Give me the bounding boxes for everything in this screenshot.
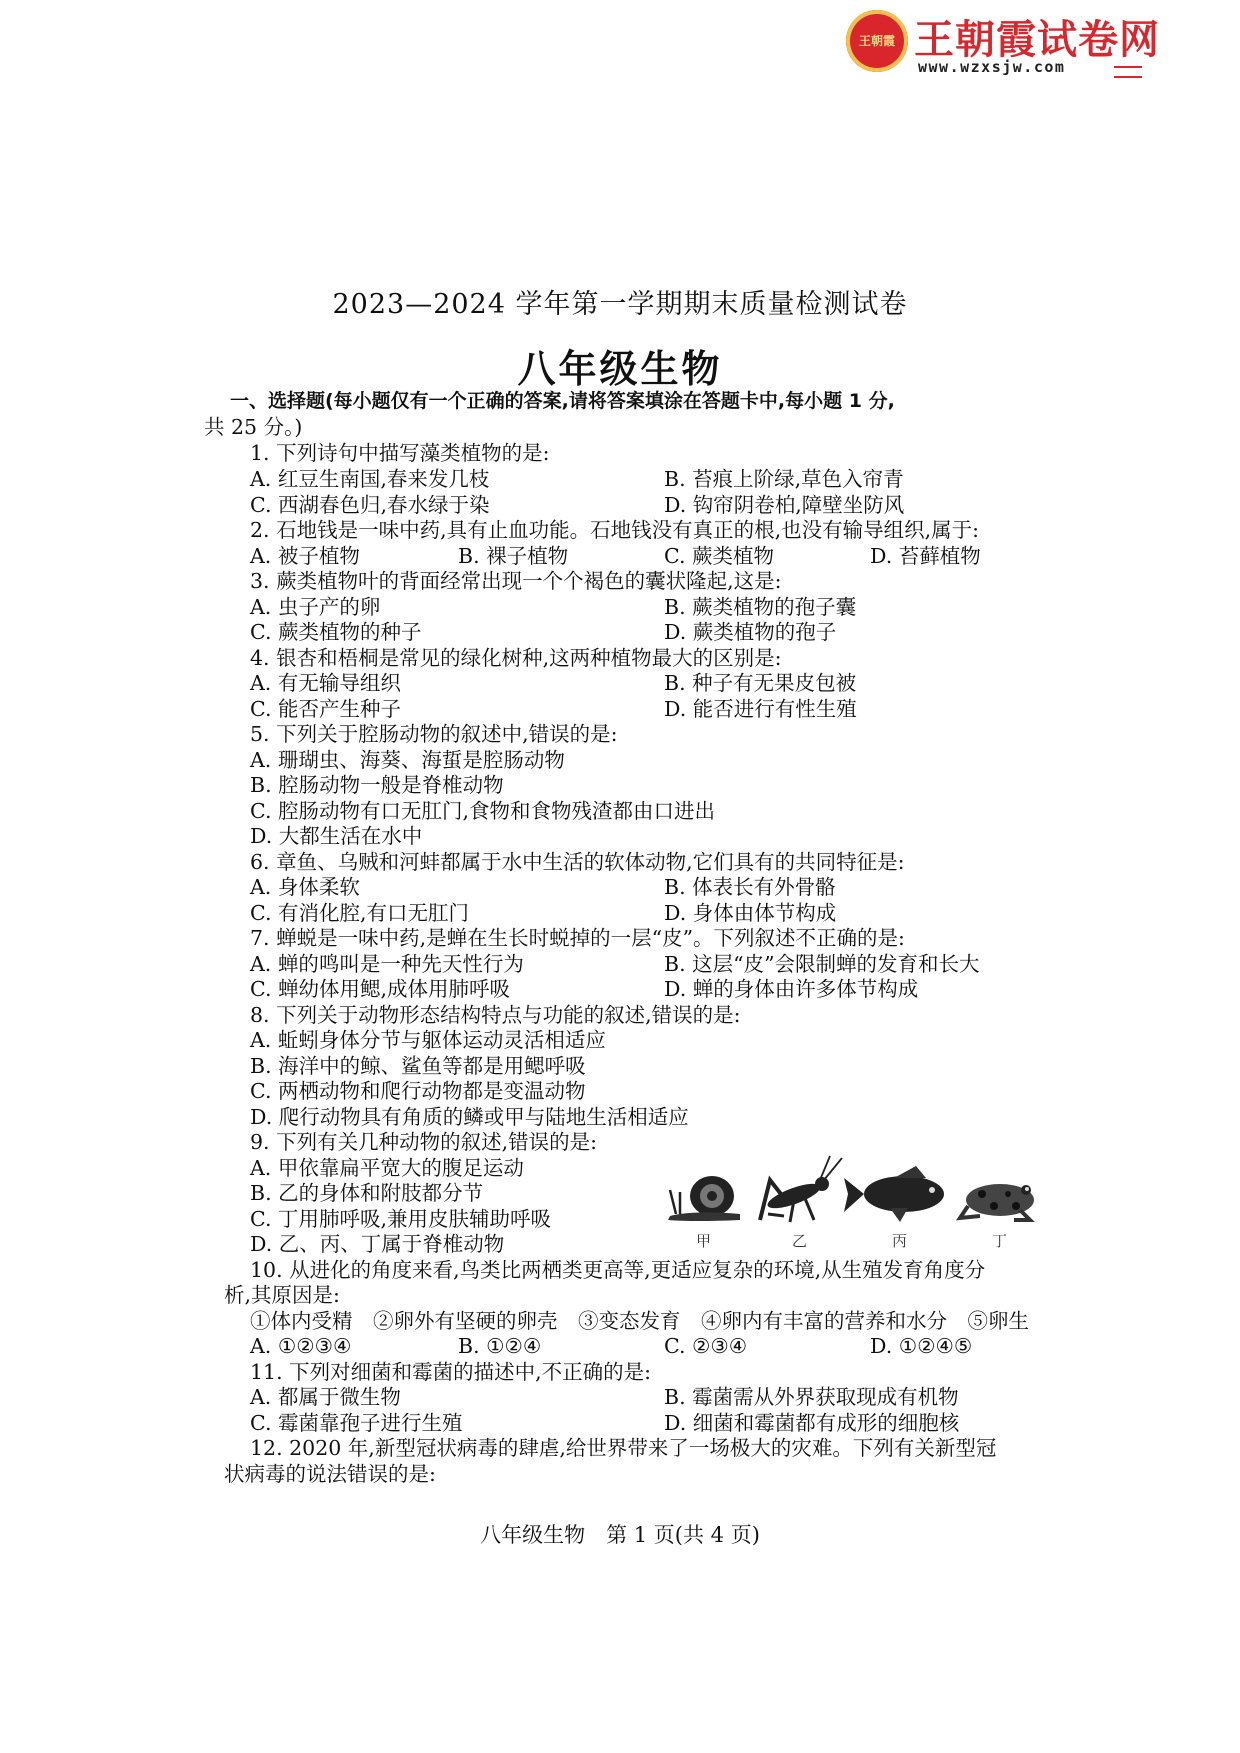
q3-option-b: B. 蕨类植物的孢子囊	[664, 595, 857, 619]
q6-option-c: C. 有消化腔,有口无肛门	[250, 901, 470, 925]
q10-option-d: D. ①②④⑤	[870, 1334, 973, 1358]
fish-icon	[844, 1166, 944, 1222]
animal-figure	[664, 1150, 1044, 1250]
q10-stem-cont: 析,其原因是:	[224, 1283, 340, 1307]
figure-label-ding: 丁	[992, 1232, 1008, 1250]
figure-label-yi: 乙	[792, 1232, 808, 1250]
q3-stem: 3. 蕨类植物叶的背面经常出现一个个褐色的囊状隆起,这是:	[250, 569, 782, 593]
q3-option-d: D. 蕨类植物的孢子	[664, 620, 837, 644]
q6-option-b: B. 体表长有外骨骼	[664, 875, 836, 899]
q1-option-c: C. 西湖春色归,春水绿于染	[250, 493, 490, 517]
q2-option-a: A. 被子植物	[250, 544, 360, 568]
q2-stem: 2. 石地钱是一味中药,具有止血功能。石地钱没有真正的根,也没有输导组织,属于:	[250, 518, 980, 542]
q5-option-d: D. 大都生活在水中	[250, 824, 423, 848]
q8-option-b: B. 海洋中的鲸、鲨鱼等都是用鳃呼吸	[250, 1054, 586, 1078]
section-heading: 一、选择题(每小题仅有一个正确的答案,请将答案填涂在答题卡中,每小题 1 分,	[230, 390, 895, 412]
seal-icon: 王朝霞	[846, 10, 908, 72]
q1-option-a: A. 红豆生南国,春来发几枝	[250, 467, 490, 491]
q9-option-a: A. 甲依靠扁平宽大的腹足运动	[250, 1156, 524, 1180]
q10-stem: 10. 从进化的角度来看,鸟类比两栖类更高等,更适应复杂的环境,从生殖发育角度分	[250, 1258, 986, 1282]
q5-option-c: C. 腔肠动物有口无肛门,食物和食物残渣都由口进出	[250, 799, 716, 823]
q10-option-b: B. ①②④	[458, 1334, 542, 1358]
q3-option-c: C. 蕨类植物的种子	[250, 620, 422, 644]
q12-stem-cont: 状病毒的说法错误的是:	[224, 1462, 436, 1486]
q11-option-c: C. 霉菌靠孢子进行生殖	[250, 1411, 463, 1435]
q10-option-c: C. ②③④	[664, 1334, 748, 1358]
q1-stem: 1. 下列诗句中描写藻类植物的是:	[250, 441, 550, 465]
frog-icon	[960, 1184, 1034, 1220]
q9-option-c: C. 丁用肺呼吸,兼用皮肤辅助呼吸	[250, 1207, 552, 1231]
figure-label-jia: 甲	[696, 1232, 712, 1250]
site-url: www.wzxsjw.com	[918, 58, 1066, 76]
q9-option-d: D. 乙、丙、丁属于脊椎动物	[250, 1232, 505, 1256]
page-footer: 八年级生物 第 1 页(共 4 页)	[480, 1523, 760, 1547]
q4-option-d: D. 能否进行有性生殖	[664, 697, 857, 721]
q6-option-a: A. 身体柔软	[250, 875, 360, 899]
q10-items: ①体内受精 ②卵外有坚硬的卵壳 ③变态发育 ④卵内有丰富的营养和水分 ⑤卵生	[250, 1309, 1029, 1333]
q10-option-a: A. ①②③④	[250, 1334, 352, 1358]
q7-option-a: A. 蝉的鸣叫是一种先天性行为	[250, 952, 524, 976]
q8-option-d: D. 爬行动物具有角质的鳞或甲与陆地生活相适应	[250, 1105, 689, 1129]
watermark-logo	[846, 10, 1160, 76]
q4-option-a: A. 有无输导组织	[250, 671, 401, 695]
grasshopper-icon	[760, 1156, 842, 1222]
q5-stem: 5. 下列关于腔肠动物的叙述中,错误的是:	[250, 722, 618, 746]
q8-stem: 8. 下列关于动物形态结构特点与功能的叙述,错误的是:	[250, 1003, 741, 1027]
q7-option-d: D. 蝉的身体由许多体节构成	[664, 977, 919, 1001]
q2-option-b: B. 裸子植物	[458, 544, 569, 568]
site-name: 王朝霞试卷网	[914, 17, 1160, 63]
subject-title: 八年级生物	[517, 347, 723, 391]
q8-option-a: A. 蚯蚓身体分节与躯体运动灵活相适应	[250, 1028, 606, 1052]
q5-option-b: B. 腔肠动物一般是脊椎动物	[250, 773, 504, 797]
q11-option-a: A. 都属于微生物	[250, 1385, 401, 1409]
q5-option-a: A. 珊瑚虫、海葵、海蜇是腔肠动物	[250, 748, 565, 772]
animal-figure-art	[664, 1150, 1044, 1230]
snail-icon	[668, 1176, 740, 1221]
exam-title: 2023—2024 学年第一学期期末质量检测试卷	[332, 289, 908, 320]
q9-stem: 9. 下列有关几种动物的叙述,错误的是:	[250, 1130, 597, 1154]
q2-option-c: C. 蕨类植物	[664, 544, 774, 568]
q7-stem: 7. 蝉蜕是一味中药,是蝉在生长时蜕掉的一层“皮”。下列叙述不正确的是:	[250, 926, 905, 950]
q6-option-d: D. 身体由体节构成	[664, 901, 837, 925]
q4-option-b: B. 种子有无果皮包被	[664, 671, 857, 695]
q11-option-d: D. 细菌和霉菌都有成形的细胞核	[664, 1411, 960, 1435]
q1-option-b: B. 苔痕上阶绿,草色入帘青	[664, 467, 904, 491]
decorative-lines	[1114, 66, 1142, 78]
q7-option-c: C. 蝉幼体用鳃,成体用肺呼吸	[250, 977, 511, 1001]
q6-stem: 6. 章鱼、乌贼和河蚌都属于水中生活的软体动物,它们具有的共同特征是:	[250, 850, 905, 874]
q11-option-b: B. 霉菌需从外界获取现成有机物	[664, 1385, 959, 1409]
figure-label-bing: 丙	[892, 1232, 908, 1250]
q8-option-c: C. 两栖动物和爬行动物都是变温动物	[250, 1079, 586, 1103]
q9-option-b: B. 乙的身体和附肢都分节	[250, 1181, 484, 1205]
q4-stem: 4. 银杏和梧桐是常见的绿化树种,这两种植物最大的区别是:	[250, 646, 782, 670]
q2-option-d: D. 苔藓植物	[870, 544, 981, 568]
q7-option-b: B. 这层“皮”会限制蝉的发育和长大	[664, 952, 980, 976]
q1-option-d: D. 钩帘阴卷柏,障壁坐防风	[664, 493, 905, 517]
q11-stem: 11. 下列对细菌和霉菌的描述中,不正确的是:	[250, 1360, 652, 1384]
q12-stem: 12. 2020 年,新型冠状病毒的肆虐,给世界带来了一场极大的灾难。下列有关新型冠	[250, 1436, 997, 1460]
q4-option-c: C. 能否产生种子	[250, 697, 401, 721]
q3-option-a: A. 虫子产的卵	[250, 595, 381, 619]
section-heading-cont: 共 25 分。)	[204, 415, 303, 439]
